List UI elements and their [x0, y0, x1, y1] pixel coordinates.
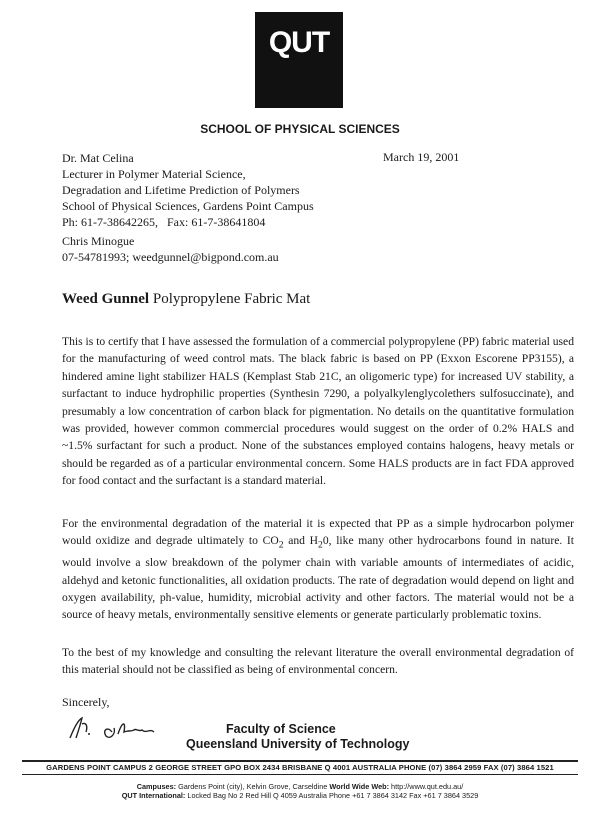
campuses-list: Gardens Point (city), Kelvin Grove, Carseldine [176, 782, 330, 791]
recipient-name: Chris Minogue [62, 234, 135, 248]
campuses-label: Campuses: [136, 782, 177, 791]
subject-rest: Polypropylene Fabric Mat [149, 291, 311, 307]
logo-text: QUT [268, 26, 330, 59]
sender-unit: Degradation and Lifetime Prediction of Polymers [62, 183, 300, 197]
subject-line [62, 291, 310, 308]
closing: Sincerely, [62, 695, 110, 709]
sender-title: Lecturer in Polymer Material Science, [62, 167, 246, 181]
intl-label: QUT International: [121, 791, 186, 800]
recipient-contact: 07-54781993; weedgunnel@bigpond.com.au [62, 250, 279, 264]
web-url[interactable]: http://www.qut.edu.au/ [389, 782, 464, 791]
p2-part-b: and H [283, 534, 319, 548]
letter-date: March 19, 2001 [383, 150, 460, 164]
footer-rule-bottom [22, 774, 578, 775]
body-paragraph-1: This is to certify that I have assessed the formulation of a commercial polypropylene (PP) fabric material used for the manufacturing of weed control mats. The black fabric is based on PP (Exxon Escorene PP3155), a hindered amine light stabilizer HALS (Kemplast Stab 21C, an oligomeric type) for increased UV stability, a surfactant to induce hydrophilic properties (Synthesin 7290, a polyalkylenglycolethers sulfosuccinate), and presumably a low concentration of carbon black for pigmentation. No details on the quantitative formulation was provided, however common commercial procedures would suggest on the order of 0.2% HALS and ~1.5% surfactant for such a product. None of the substances employed contains halogens, heavy metals or should be regarded as of a particular environmental concern. Some HALS products are in fact FDA approved for food contact and the surfactant is a standard material. [62, 335, 574, 488]
sender-phone-fax: Ph: 61-7-38642265, Fax: 61-7-38641804 [62, 215, 266, 229]
faculty-name: Faculty of Science [226, 722, 336, 736]
school-heading: SCHOOL OF PHYSICAL SCIENCES [200, 122, 400, 136]
university-name: Queensland University of Technology [186, 737, 410, 751]
qut-logo [255, 12, 343, 108]
footer-campuses-line [0, 782, 600, 791]
footer-rule-top [22, 760, 578, 762]
footer-international-line [0, 791, 600, 800]
recipient-block [62, 233, 279, 265]
p2-part-c: 0, like many other hydrocarbons found in nature. It would involve a slow breakdown of the polymer chain with variable amounts of intermediates of acidic, aldehyd and ketonic functionalities, all oxidation products. The rate of degradation would depend on light and oxygen availability, ph-value, humidity, microbial activity and other factors. The material would not be a source of heavy metals, environmentally sensitive elements or generate particularly problematic toxins. [62, 534, 575, 622]
sender-school: School of Physical Sciences, Gardens Point Campus [62, 199, 314, 213]
p2-part-a: For the environmental degradation of the material it is expected that PP as a simple hydrocarbon polymer would oxidize and degrade ultimately to CO [62, 517, 574, 548]
faculty-block [186, 722, 409, 752]
p2-subscript-2: 2 [318, 539, 323, 551]
web-label: World Wide Web: [329, 782, 390, 791]
body-paragraph-3: To the best of my knowledge and consulting the relevant literature the overall environmental degradation of this material should not be classified as being of environmental concern. [62, 646, 574, 677]
footer-details [0, 782, 600, 800]
footer-address: GARDENS POINT CAMPUS 2 GEORGE STREET GPO BOX 2434 BRISBANE Q 4001 AUSTRALIA PHONE (07) 3864 2959 FAX (07) 3864 1521 [46, 763, 554, 772]
body-paragraph-2 [62, 515, 574, 624]
sender-name: Dr. Mat Celina [62, 151, 134, 165]
intl-details: Locked Bag No 2 Red Hill Q 4059 Australia Phone +61 7 3864 3142 Fax +61 7 3864 3529 [185, 791, 479, 800]
p2-subscript-1: 2 [278, 539, 284, 551]
handwritten-signature [62, 710, 192, 745]
sender-block [62, 150, 314, 230]
subject-brand: Weed Gunnel [62, 291, 150, 307]
